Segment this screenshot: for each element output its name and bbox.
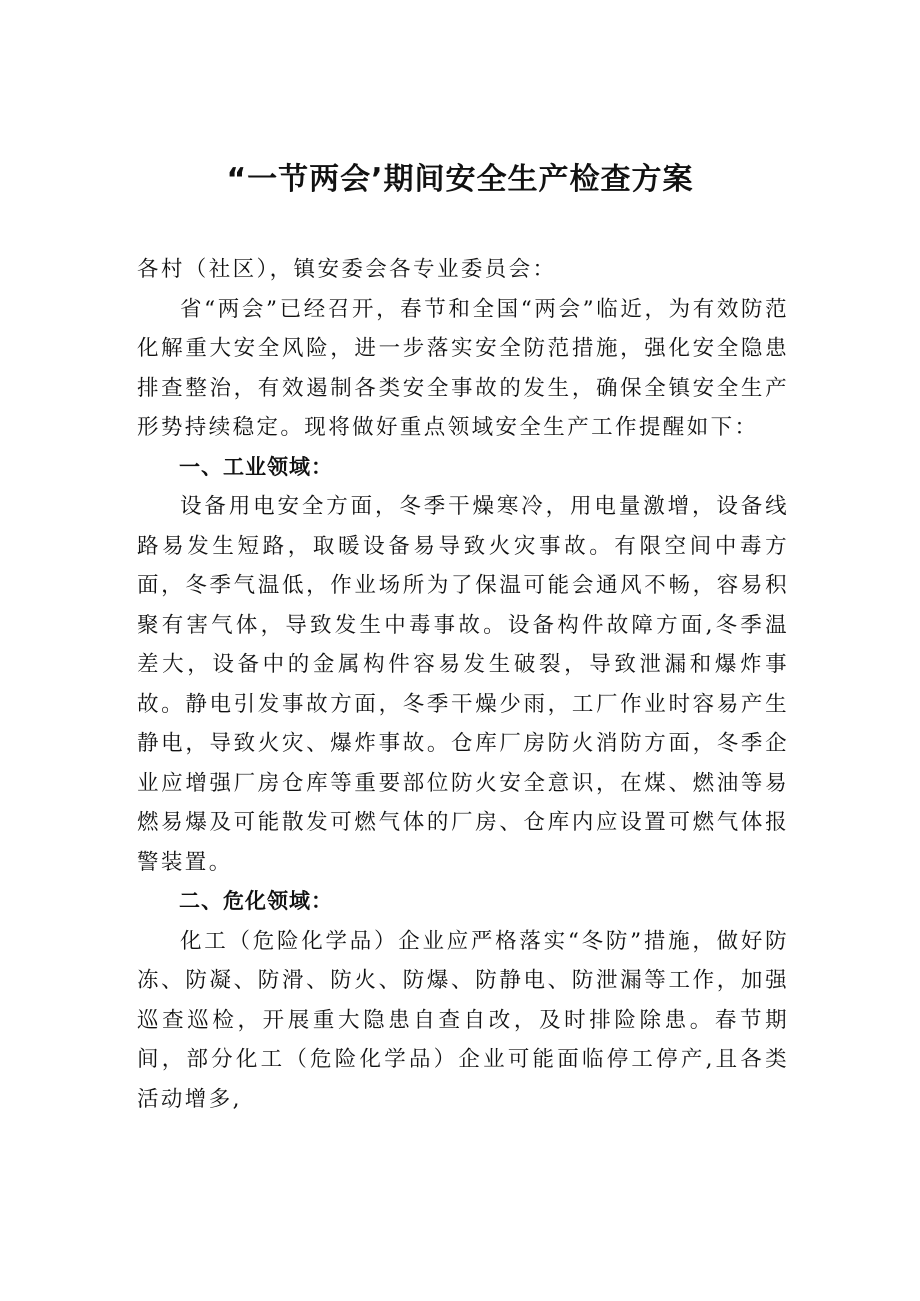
document-title: “一节两会’期间安全生产检查方案: [226, 162, 694, 197]
section-heading-industry: 一、工业领域：: [179, 454, 333, 479]
section-paragraph-industry: 设备用电安全方面，冬季干燥寒冷，用电量激增，设备线路易发生短路，取暖设备易导致火灾事故。有限空间中毒方面，冬季气温低，作业场所为了保温可能会通风不畅，容易积聚有害气体，导致发生中毒事故。设备构件故障方面,冬季温差大，设备中的金属构件容易发生破裂，导致泄漏和爆炸事故。静电引发事故方面，冬季干燥少雨，工厂作业时容易产生静电，导致火灾、爆炸事故。仓库厂房防火消防方面，冬季企业应增强厂房仓库等重要部位防火安全意识，在煤、燃油等易燃易爆及可能散发可燃气体的厂房、仓库内应设置可燃气体报警装置。: [137, 494, 789, 875]
intro-paragraph: 省“两会”已经召开，春节和全国“两会”临近，为有效防范化解重大安全风险，进一步落实安全防范措施，强化安全隐患排查整治，有效遏制各类安全事故的发生，确保全镇安全生产形势持续稳定。现将做好重点领域安全生产工作提醒如下：: [137, 296, 789, 440]
document-body: [137, 250, 789, 1119]
section-paragraph-hazchem: 化工（危险化学品）企业应严格落实“冬防”措施，做好防冻、防凝、防滑、防火、防爆、防静电、防泄漏等工作，加强巡查巡检，开展重大隐患自查自改，及时排险除患。春节期间，部分化工（危险化学品）企业可能面临停工停产,且各类活动增多,: [137, 928, 789, 1112]
section-heading-hazchem: 二、危化领域：: [179, 889, 333, 913]
salutation: 各村（社区），镇安委会各专业委员会：: [137, 257, 557, 282]
